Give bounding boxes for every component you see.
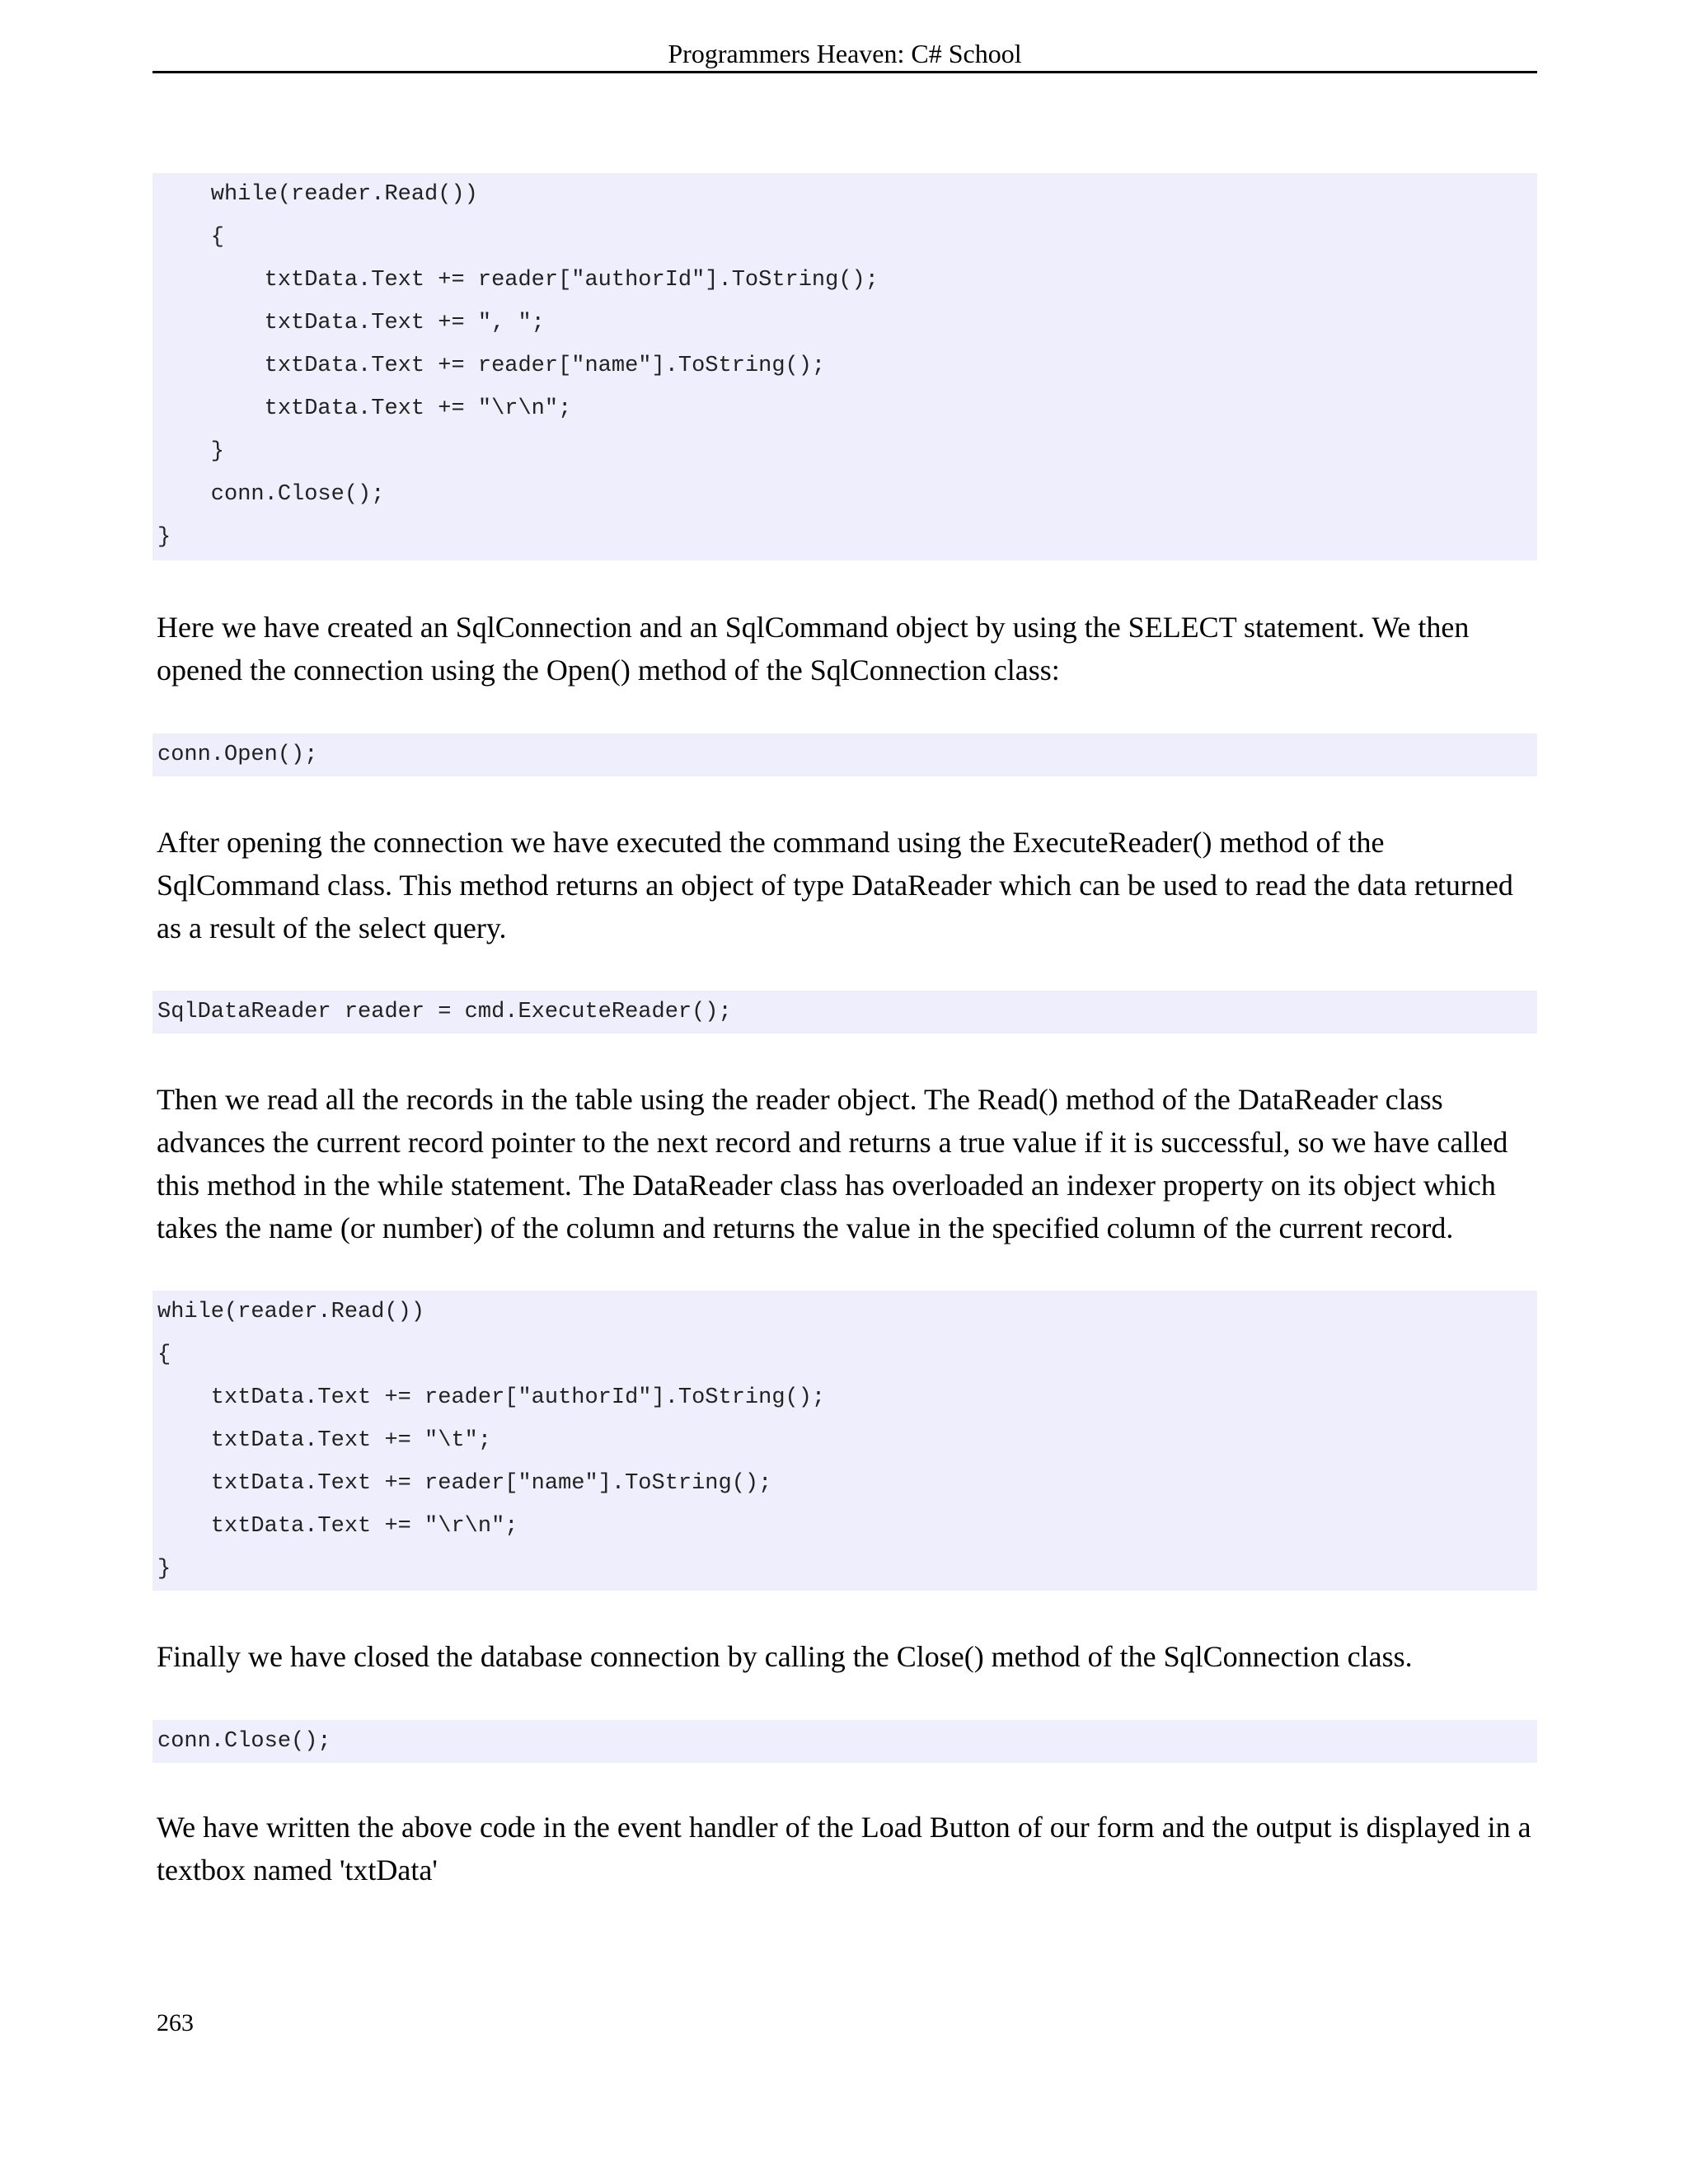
paragraph-execute-reader: After opening the connection we have executed the command using the ExecuteReader() method of the SqlCommand class. This method returns an object of type DataReader which can be used to read the data returned as a result of the select query. xyxy=(157,826,1513,944)
code-line: conn.Open(); xyxy=(157,743,318,767)
paragraph-read-records: Then we read all the records in the table using the reader object. The Read() method of the DataReader class advances the current record pointer to the next record and returns a true value if it is successful, so we have called this method in the while statement. The DataReader class has overloaded an indexer property on its object which takes the name (or number) of the column and returns the value in the specified column of the current record. xyxy=(157,1083,1508,1244)
code-line: SqlDataReader reader = cmd.ExecuteReader(); xyxy=(157,1000,732,1024)
code-line: txtData.Text += ", "; xyxy=(157,311,545,335)
code-line: while(reader.Read()) xyxy=(157,1300,425,1324)
paragraph-load-button: We have written the above code in the event handler of the Load Button of our form and the output is displayed in a textbox named 'txtData' xyxy=(157,1811,1531,1886)
page-number: 263 xyxy=(157,2009,194,2036)
code-block-conn-close xyxy=(152,1720,1537,1763)
code-line: txtData.Text += reader["authorId"].ToString(); xyxy=(157,268,879,293)
code-block-execute-reader xyxy=(152,991,1537,1033)
code-line: txtData.Text += reader["name"].ToString(); xyxy=(157,354,826,378)
code-block-conn-open xyxy=(152,733,1537,776)
code-line: while(reader.Read()) xyxy=(157,182,478,207)
code-line: txtData.Text += "\t"; xyxy=(157,1428,492,1453)
code-line: conn.Close(); xyxy=(157,482,385,507)
code-line: txtData.Text += reader["name"].ToString(); xyxy=(157,1471,772,1496)
code-line: { xyxy=(157,225,225,250)
code-line: txtData.Text += "\r\n"; xyxy=(157,396,572,421)
page-header: Programmers Heaven: C# School xyxy=(152,36,1537,73)
code-line: conn.Close(); xyxy=(157,1729,331,1754)
code-line: } xyxy=(157,525,171,550)
code-block-while-loop xyxy=(152,1291,1537,1591)
paragraph-sqlconnection-intro: Here we have created an SqlConnection and an SqlCommand object by using the SELECT statement. We then opened the connection using the Open() method of the SqlConnection class: xyxy=(157,611,1470,687)
code-block-while-loop-with-close xyxy=(152,173,1537,560)
code-line: } xyxy=(157,1557,171,1582)
code-line: txtData.Text += "\r\n"; xyxy=(157,1514,518,1539)
code-line: txtData.Text += reader["authorId"].ToString(); xyxy=(157,1385,826,1410)
paragraph-close-connection: Finally we have closed the database connection by calling the Close() method of the SqlConnection class. xyxy=(157,1640,1413,1673)
code-line: { xyxy=(157,1343,171,1367)
code-line: } xyxy=(157,439,225,464)
